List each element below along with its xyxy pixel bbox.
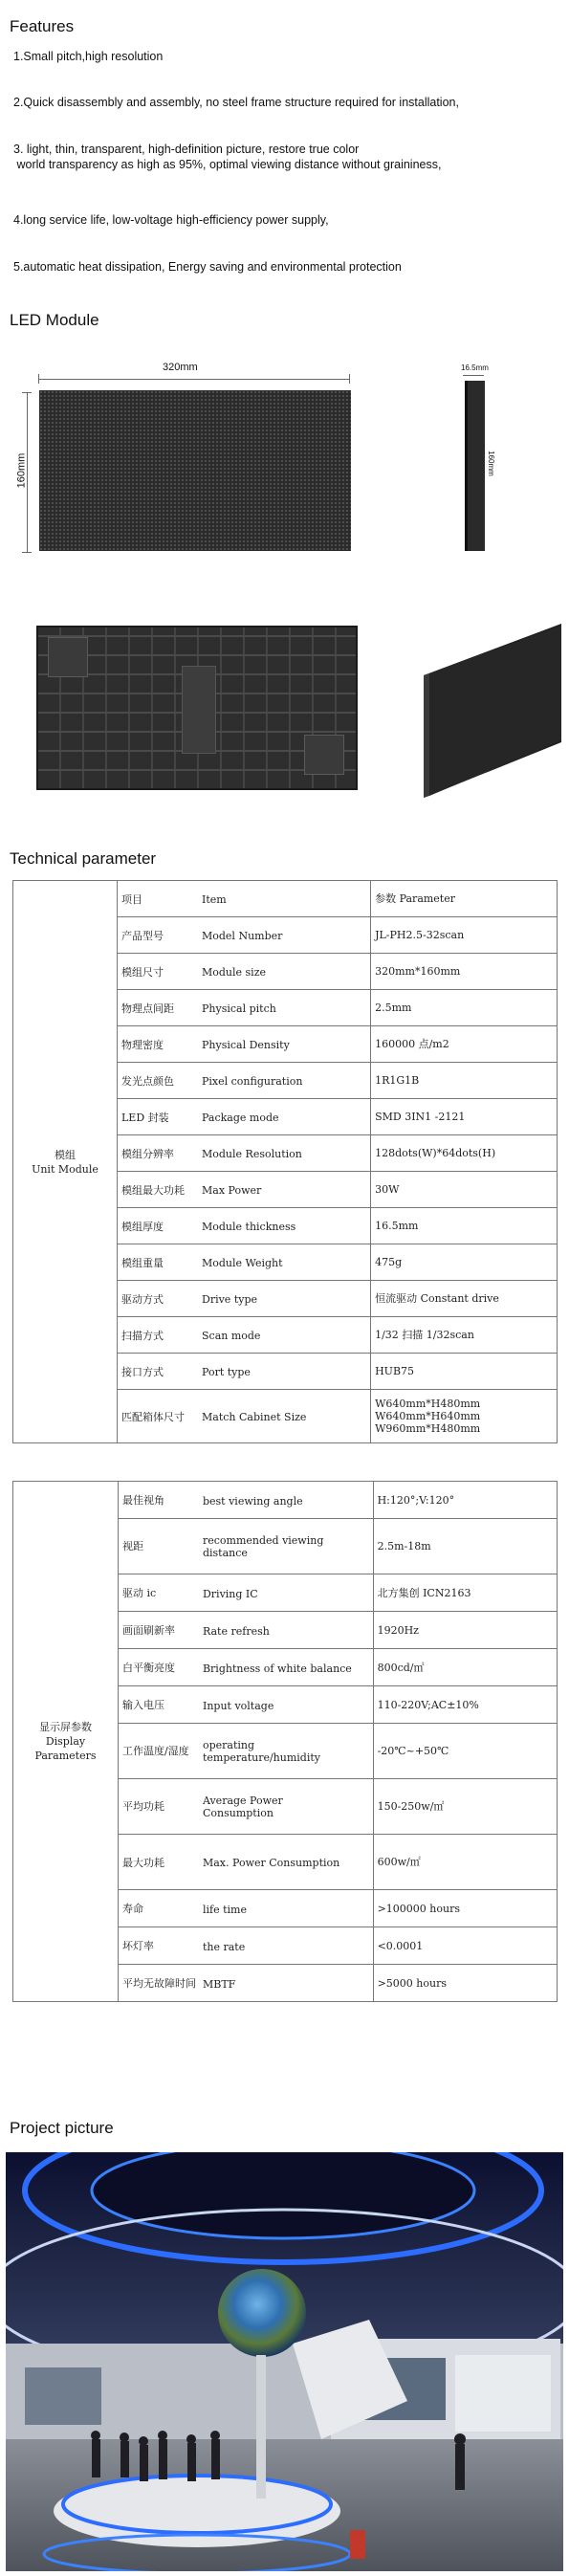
spec-item-en: Module Resolution: [202, 1148, 302, 1160]
spec-value: 参数 Parameter: [371, 881, 558, 917]
spec-item-en: Driving IC: [202, 1587, 258, 1600]
spec-item: [118, 1172, 371, 1208]
spec-item-cn: 模组厚度: [121, 1220, 164, 1233]
spec-item-en: Input voltage: [202, 1699, 274, 1712]
spec-item-cn: 输入电压: [121, 1699, 164, 1711]
spec-item-cn: 画面刷新率: [121, 1624, 175, 1637]
unit-module-group-line: Unit Module: [32, 1162, 98, 1176]
module-width-label: 320mm: [163, 362, 198, 373]
spec-value: 320mm*160mm: [371, 954, 558, 990]
spec-item-en: Brightness of white balance: [202, 1662, 352, 1675]
spec-item-en: Physical pitch: [202, 1002, 276, 1015]
spec-item-cn: LED 封装: [121, 1111, 169, 1124]
spec-item-cn: 接口方式: [121, 1365, 164, 1378]
display-parameters-group-line: Display: [45, 1735, 86, 1748]
spec-item-cn: 发光点颜色: [121, 1074, 174, 1088]
spec-item-en: Package mode: [202, 1112, 279, 1124]
spec-item-cn: 工作温度/湿度: [121, 1744, 189, 1757]
spec-item-en: life time: [202, 1903, 247, 1916]
spec-row: [13, 1482, 558, 1519]
spec-item-cn: 最佳视角: [121, 1494, 164, 1507]
project-photo: [6, 2152, 563, 2571]
side-width-label: 16.5mm: [461, 363, 489, 372]
spec-item: [118, 1724, 373, 1779]
spec-item: [118, 1135, 371, 1172]
spec-value: 恒流驱动 Constant drive: [371, 1281, 558, 1317]
spec-item-en: Model Number: [202, 930, 283, 942]
spec-item-cn: 平均功耗: [121, 1799, 164, 1813]
spec-value: 110-220V;AC±10%: [373, 1686, 557, 1724]
spec-item-en: Average Power Consumption: [202, 1794, 283, 1819]
spec-value: 2.5mm: [371, 990, 558, 1026]
spec-value: 2.5m-18m: [373, 1519, 557, 1574]
spec-item-cn: 模组分辨率: [121, 1147, 174, 1160]
spec-item-en: Pixel configuration: [202, 1075, 303, 1088]
project-picture-heading: Project picture: [10, 2119, 114, 2137]
spec-item-en: Drive type: [202, 1293, 258, 1306]
spec-value: 800cd/㎡: [373, 1649, 557, 1686]
spec-item: [118, 1890, 373, 1927]
spec-row: [13, 881, 558, 917]
spec-item-en: Module thickness: [202, 1221, 296, 1233]
spec-value: 北方集创 ICN2163: [373, 1574, 557, 1612]
spec-item: [118, 1099, 371, 1135]
spec-value: 475g: [371, 1244, 558, 1281]
spec-item-en: recommended viewing distance: [202, 1533, 324, 1559]
spec-item: [118, 1317, 371, 1354]
feature-item: 4.long service life, low-voltage high-efficiency power supply,: [13, 213, 329, 227]
spec-item-cn: 物理密度: [121, 1038, 164, 1051]
spec-item-en: Module Weight: [202, 1257, 283, 1269]
spec-value: W640mm*H480mm W640mm*H640mm W960mm*H480mm: [371, 1390, 558, 1443]
technical-parameter-heading: Technical parameter: [10, 849, 157, 868]
spec-value: 160000 点/m2: [371, 1026, 558, 1063]
spec-item: [118, 1390, 371, 1443]
spec-item-cn: 物理点间距: [121, 1002, 174, 1015]
spec-value: HUB75: [371, 1354, 558, 1390]
spec-value: SMD 3IN1 -2121: [371, 1099, 558, 1135]
spec-item-cn: 扫描方式: [121, 1329, 164, 1342]
spec-item-cn: 产品型号: [121, 929, 164, 942]
spec-item: [118, 1281, 371, 1317]
spec-value: 128dots(W)*64dots(H): [371, 1135, 558, 1172]
spec-item-en: the rate: [202, 1940, 246, 1953]
spec-item-cn: 平均无故障时间: [121, 1977, 196, 1990]
features-heading: Features: [10, 17, 75, 35]
spec-item-cn: 视距: [121, 1539, 143, 1552]
feature-item: 2.Quick disassembly and assembly, no steel frame structure required for installation,: [13, 96, 459, 109]
spec-item: [118, 1649, 373, 1686]
spec-item-cn: 模组最大功耗: [121, 1183, 185, 1197]
spec-value: 1/32 扫描 1/32scan: [371, 1317, 558, 1354]
feature-item: 3. light, thin, transparent, high-definition picture, restore true color: [13, 143, 360, 156]
display-parameters-table: [12, 1481, 558, 2002]
module-height-label: 160mm: [15, 452, 28, 489]
spec-item-en: Max. Power Consumption: [202, 1857, 340, 1869]
feature-item: world transparency as high as 95%, optimal viewing distance without graininess,: [13, 158, 442, 171]
spec-item: [118, 1927, 373, 1965]
spec-item: [118, 1574, 373, 1612]
unit-module-table: [12, 880, 558, 1443]
spec-value: JL-PH2.5-32scan: [371, 917, 558, 954]
spec-item-en: operating temperature/humidity: [202, 1738, 320, 1764]
spec-item: [118, 881, 371, 917]
led-module-side-figure: [449, 363, 516, 555]
spec-item-en: Module size: [202, 966, 267, 979]
spec-item: [118, 1612, 373, 1649]
spec-item-cn: 最大功耗: [121, 1856, 164, 1869]
unit-module-group-line: 模组: [55, 1148, 76, 1161]
spec-item-en: Max Power: [202, 1184, 262, 1197]
spec-value: <0.0001: [373, 1927, 557, 1965]
side-height-label: 160mm: [486, 451, 495, 476]
spec-item: [118, 1779, 373, 1835]
feature-item: 5.automatic heat dissipation, Energy saving and environmental protection: [13, 260, 402, 274]
spec-item-cn: 寿命: [121, 1903, 143, 1915]
spec-value: >5000 hours: [373, 1965, 557, 2002]
spec-item-en: MBTF: [202, 1977, 236, 1991]
spec-item-en: Rate refresh: [202, 1624, 270, 1638]
spec-item: [118, 1519, 373, 1574]
spec-item: [118, 954, 371, 990]
spec-item-cn: 驱动方式: [121, 1292, 164, 1306]
spec-item-cn: 匹配箱体尺寸: [121, 1410, 185, 1423]
spec-value: 150-250w/㎡: [373, 1779, 557, 1835]
spec-item-cn: 坏灯率: [121, 1940, 154, 1952]
spec-value: >100000 hours: [373, 1890, 557, 1927]
display-parameters-group: [13, 1482, 119, 2002]
spec-item: [118, 1026, 371, 1063]
spec-item: [118, 1965, 373, 2002]
spec-item-en: Port type: [202, 1366, 251, 1378]
spec-item-en: best viewing angle: [202, 1494, 303, 1508]
spec-item: [118, 1208, 371, 1244]
led-module-front-image: [39, 390, 351, 551]
spec-value: 600w/㎡: [373, 1835, 557, 1890]
spec-item: [118, 1482, 373, 1519]
led-module-heading: LED Module: [10, 311, 99, 329]
spec-item-cn: 模组尺寸: [121, 965, 164, 979]
spec-item: [118, 1686, 373, 1724]
spec-item-en: Item: [202, 893, 227, 906]
spec-item-en: Match Cabinet Size: [202, 1411, 307, 1423]
led-module-front-figure: [10, 360, 363, 551]
spec-value: 16.5mm: [371, 1208, 558, 1244]
spec-item: [118, 917, 371, 954]
spec-item-en: Physical Density: [202, 1039, 290, 1051]
spec-value: -20℃~+50℃: [373, 1724, 557, 1779]
feature-item: 1.Small pitch,high resolution: [13, 50, 164, 63]
display-parameters-group-line: Parameters: [34, 1750, 97, 1762]
spec-item: [118, 1835, 373, 1890]
spec-item-cn: 驱动 ic: [121, 1587, 157, 1599]
led-module-back-image: [36, 626, 358, 790]
spec-item: [118, 1063, 371, 1099]
spec-item: [118, 1354, 371, 1390]
display-parameters-group-line: 显示屏参数: [38, 1721, 92, 1733]
spec-value: 1920Hz: [373, 1612, 557, 1649]
spec-item-cn: 白平衡亮度: [121, 1662, 175, 1674]
unit-module-group: [13, 881, 118, 1443]
spec-value: 30W: [371, 1172, 558, 1208]
spec-item-cn: 模组重量: [121, 1256, 164, 1269]
spec-item-en: Scan mode: [202, 1330, 261, 1342]
spec-item: [118, 990, 371, 1026]
led-module-angle-image: [418, 620, 566, 800]
spec-value: H:120°;V:120°: [373, 1482, 557, 1519]
spec-item: [118, 1244, 371, 1281]
spec-item-cn: 项目: [121, 892, 142, 906]
spec-value: 1R1G1B: [371, 1063, 558, 1099]
